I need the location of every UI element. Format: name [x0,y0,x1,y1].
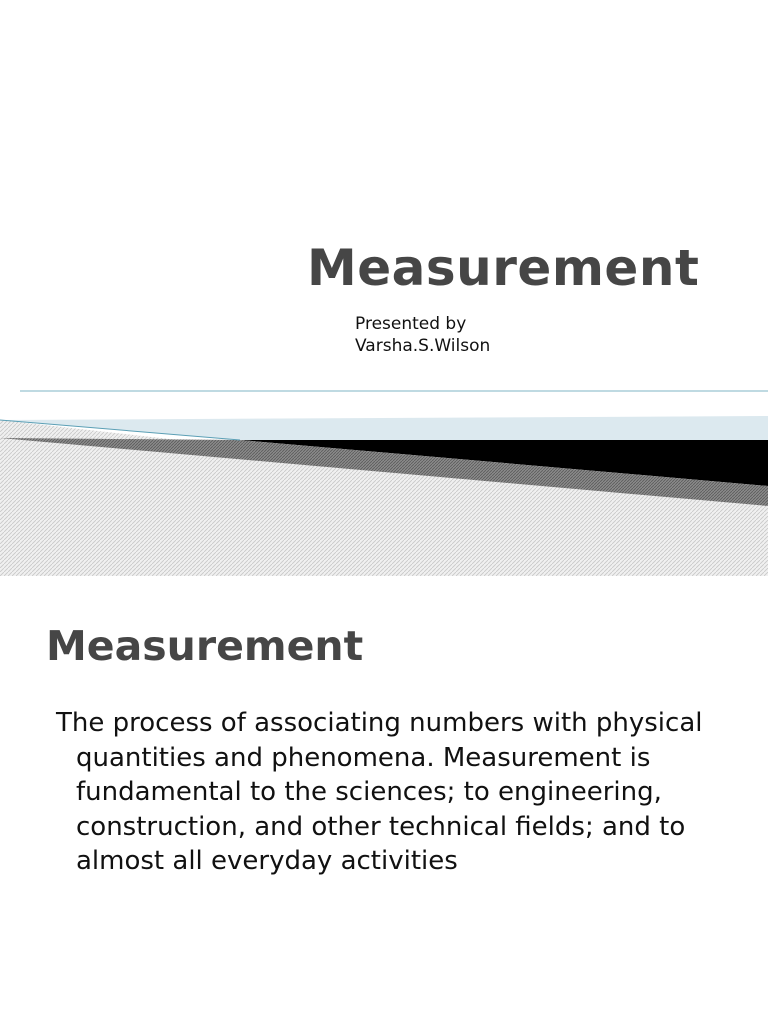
content-slide [0,576,768,1024]
subtitle-line-author: Varsha.S.Wilson [355,336,491,356]
slide-subtitle [355,313,490,357]
slide-title: Measurement [307,239,700,297]
slide-body-text: The process of associating numbers with physical quantities and phenomena. Measurement is fundamental to the sciences; to engineering, construction, and other technical fields; and to almost all everyday activities [56,708,703,876]
slide-title: Measurement [46,622,364,670]
subtitle-line-presented-by: Presented by [355,314,467,334]
decorative-wave-band [0,380,768,576]
